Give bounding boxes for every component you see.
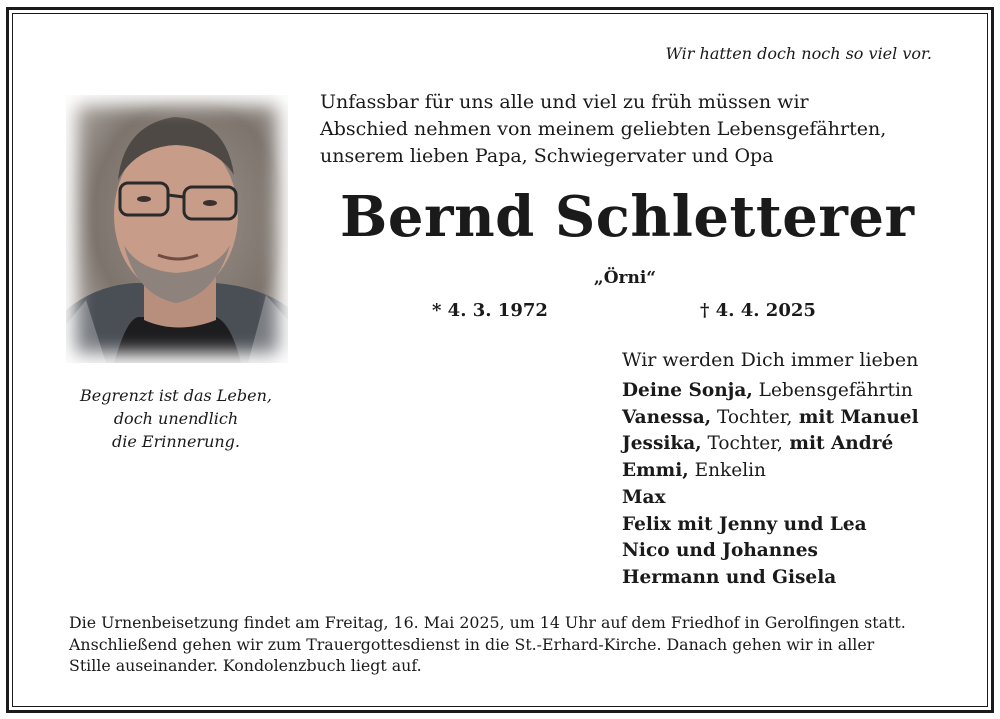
mourner-line: Nico und Johannes <box>622 540 818 562</box>
death-date: † 4. 4. 2025 <box>700 300 816 321</box>
mourner-line: Felix mit Jenny und Lea <box>622 513 867 535</box>
portrait-photo <box>66 95 288 363</box>
motto: Wir hatten doch noch so viel vor. <box>665 44 932 63</box>
quote-line: doch unendlich <box>113 409 239 428</box>
quote-line: Begrenzt ist das Leben, <box>80 386 272 405</box>
mourner-line: Deine Sonja, Lebensgefährtin <box>622 380 913 401</box>
mourners-list <box>622 378 919 592</box>
mourner-line: Vanessa, Tochter, mit Manuel <box>622 406 919 428</box>
intro-line: Abschied nehmen von meinem geliebten Lebensgefährten, <box>320 118 887 140</box>
deceased-name: Bernd Schletterer <box>340 184 915 250</box>
intro-line: unserem lieben Papa, Schwiegervater und Opa <box>320 145 774 167</box>
nickname: „Örni“ <box>593 268 657 288</box>
memorial-quote <box>60 384 292 453</box>
mourner-line: Emmi, Enkelin <box>622 460 766 482</box>
intro-text <box>320 89 886 170</box>
closing-line: Wir werden Dich immer lieben <box>622 349 919 371</box>
intro-line: Unfassbar für uns alle und viel zu früh müssen wir <box>320 91 809 113</box>
funeral-announcement <box>69 612 906 677</box>
birth-date: * 4. 3. 1972 <box>432 300 548 321</box>
quote-line: die Erinnerung. <box>111 432 241 451</box>
mourner-line: Max <box>622 486 666 508</box>
mourner-line: Hermann und Gisela <box>622 566 837 588</box>
portrait-illustration <box>66 95 288 363</box>
mourner-line: Jessika, Tochter, mit André <box>622 433 894 455</box>
announcement-line: Anschließend gehen wir zum Trauergottesdienst in die St.-Erhard-Kirche. Danach gehen wir in aller <box>69 634 875 654</box>
announcement-line: Die Urnenbeisetzung findet am Freitag, 16. Mai 2025, um 14 Uhr auf dem Friedhof in Gerolfingen statt. <box>69 613 906 632</box>
announcement-line: Stille auseinander. Kondolenzbuch liegt auf. <box>69 656 422 675</box>
